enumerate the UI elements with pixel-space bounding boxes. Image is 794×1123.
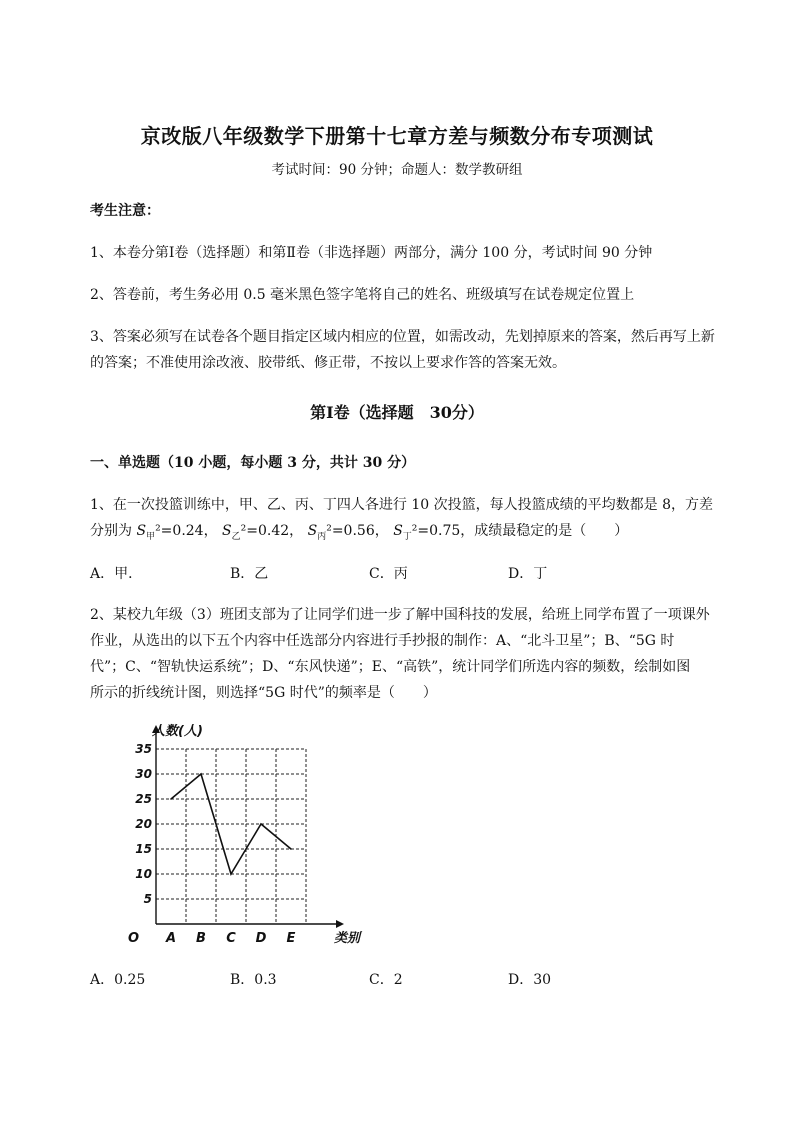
question-2-option-b[interactable]: B．0.3	[230, 972, 277, 988]
variance-value: ²=0.42，	[240, 523, 304, 539]
variance-symbol: S	[136, 523, 147, 539]
y-tick-label: 20	[135, 817, 152, 831]
x-axis-title: 类别	[334, 931, 361, 946]
question-1-option-b[interactable]: B．乙	[230, 566, 269, 582]
question-2-line-3: 代”；C、“智轨快运系统”；D、“东风快递”；E、“高铁”，统计同学们所选内容的频数，绘制如图	[90, 659, 691, 675]
variance-value: ²=0.56，	[326, 523, 389, 539]
data-point	[230, 873, 232, 875]
y-tick-label: 15	[135, 842, 152, 856]
question-2-line-4: 所示的折线统计图，则选择“5G 时代”的频率是（ ）	[90, 685, 437, 701]
data-point	[170, 798, 172, 800]
notice-item-2: 2、答卷前，考生务必用 0.5 毫米黑色签字笔将自己的姓名、班级填写在试卷规定位置上	[90, 287, 635, 303]
question-2-option-c[interactable]: C．2	[369, 972, 403, 988]
x-tick-label: A	[165, 931, 177, 946]
variance-sub: 丙	[317, 531, 327, 542]
variance-value: ²=0.24，	[155, 523, 218, 539]
origin-label: O	[128, 931, 140, 946]
line-chart	[112, 722, 361, 952]
x-tick-label: D	[255, 931, 267, 946]
y-tick-label: 30	[135, 767, 152, 781]
exam-title: 京改版八年级数学下册第十七章方差与频数分布专项测试	[140, 124, 654, 148]
question-1-option-c[interactable]: C．丙	[369, 566, 408, 582]
section-title: 第Ⅰ卷（选择题 30分）	[310, 403, 484, 422]
variance-symbol: S	[222, 523, 232, 539]
chart-axes	[152, 725, 344, 928]
notice-heading: 考生注意：	[90, 203, 160, 219]
x-tick-label: B	[196, 931, 206, 946]
variance-sub: 甲	[146, 531, 156, 542]
question-1-option-d[interactable]: D．丁	[508, 566, 548, 582]
variance-sub: 乙	[231, 531, 241, 542]
y-tick-label: 25	[135, 792, 152, 806]
variance-sub: 丁	[402, 531, 412, 542]
chart-grid	[156, 749, 306, 924]
exam-subtitle: 考试时间：90 分钟；命题人：数学教研组	[271, 162, 523, 178]
y-tick-label: 10	[135, 867, 152, 881]
y-tick-label: 35	[135, 742, 152, 756]
question-2-line-2: 作业，从选出的以下五个内容中任选部分内容进行手抄报的制作：A、“北斗卫星”；B、“5G 时	[90, 633, 675, 649]
x-tick-label: E	[286, 931, 296, 946]
notice-item-1: 1、本卷分第Ⅰ卷（选择题）和第Ⅱ卷（非选择题）两部分，满分 100 分，考试时间 90 分钟	[90, 245, 653, 261]
variance-symbol: S	[393, 523, 403, 539]
question-1-line-2	[90, 520, 628, 542]
data-point	[200, 773, 202, 775]
variance-value: ²=0.75，成绩最稳定的是（ ）	[411, 523, 629, 539]
x-tick-label: C	[226, 931, 236, 946]
notice-item-3-line-2: 的答案；不准使用涂改液、胶带纸、修正带，不按以上要求作答的答案无效。	[90, 355, 566, 371]
x-axis-arrow	[336, 920, 344, 928]
data-point	[260, 823, 262, 825]
y-tick-label: 5	[143, 892, 152, 906]
question-2-line-1: 2、某校九年级（3）班团支部为了让同学们进一步了解中国科技的发展，给班上同学布置了一项课外	[90, 607, 710, 623]
data-point	[290, 848, 292, 850]
question-2-option-d[interactable]: D．30	[508, 972, 552, 988]
variance-prefix: 分别为	[90, 523, 132, 539]
question-1-line-1: 1、在一次投篮训练中，甲、乙、丙、丁四人各进行 10 次投篮，每人投篮成绩的平均数都是 8，方差	[90, 497, 713, 513]
y-axis-title: 人数(人)	[152, 724, 203, 739]
notice-item-3-line-1: 3、答案必须写在试卷各个题目指定区域内相应的位置，如需改动，先划掉原来的答案，然后再写上新	[90, 329, 715, 345]
variance-symbol: S	[307, 523, 318, 539]
question-1-option-a[interactable]: A．甲．	[90, 566, 143, 582]
question-2-option-a[interactable]: A．0.25	[90, 972, 146, 988]
section-heading: 一、单选题（10 小题，每小题 3 分，共计 30 分）	[90, 455, 416, 471]
